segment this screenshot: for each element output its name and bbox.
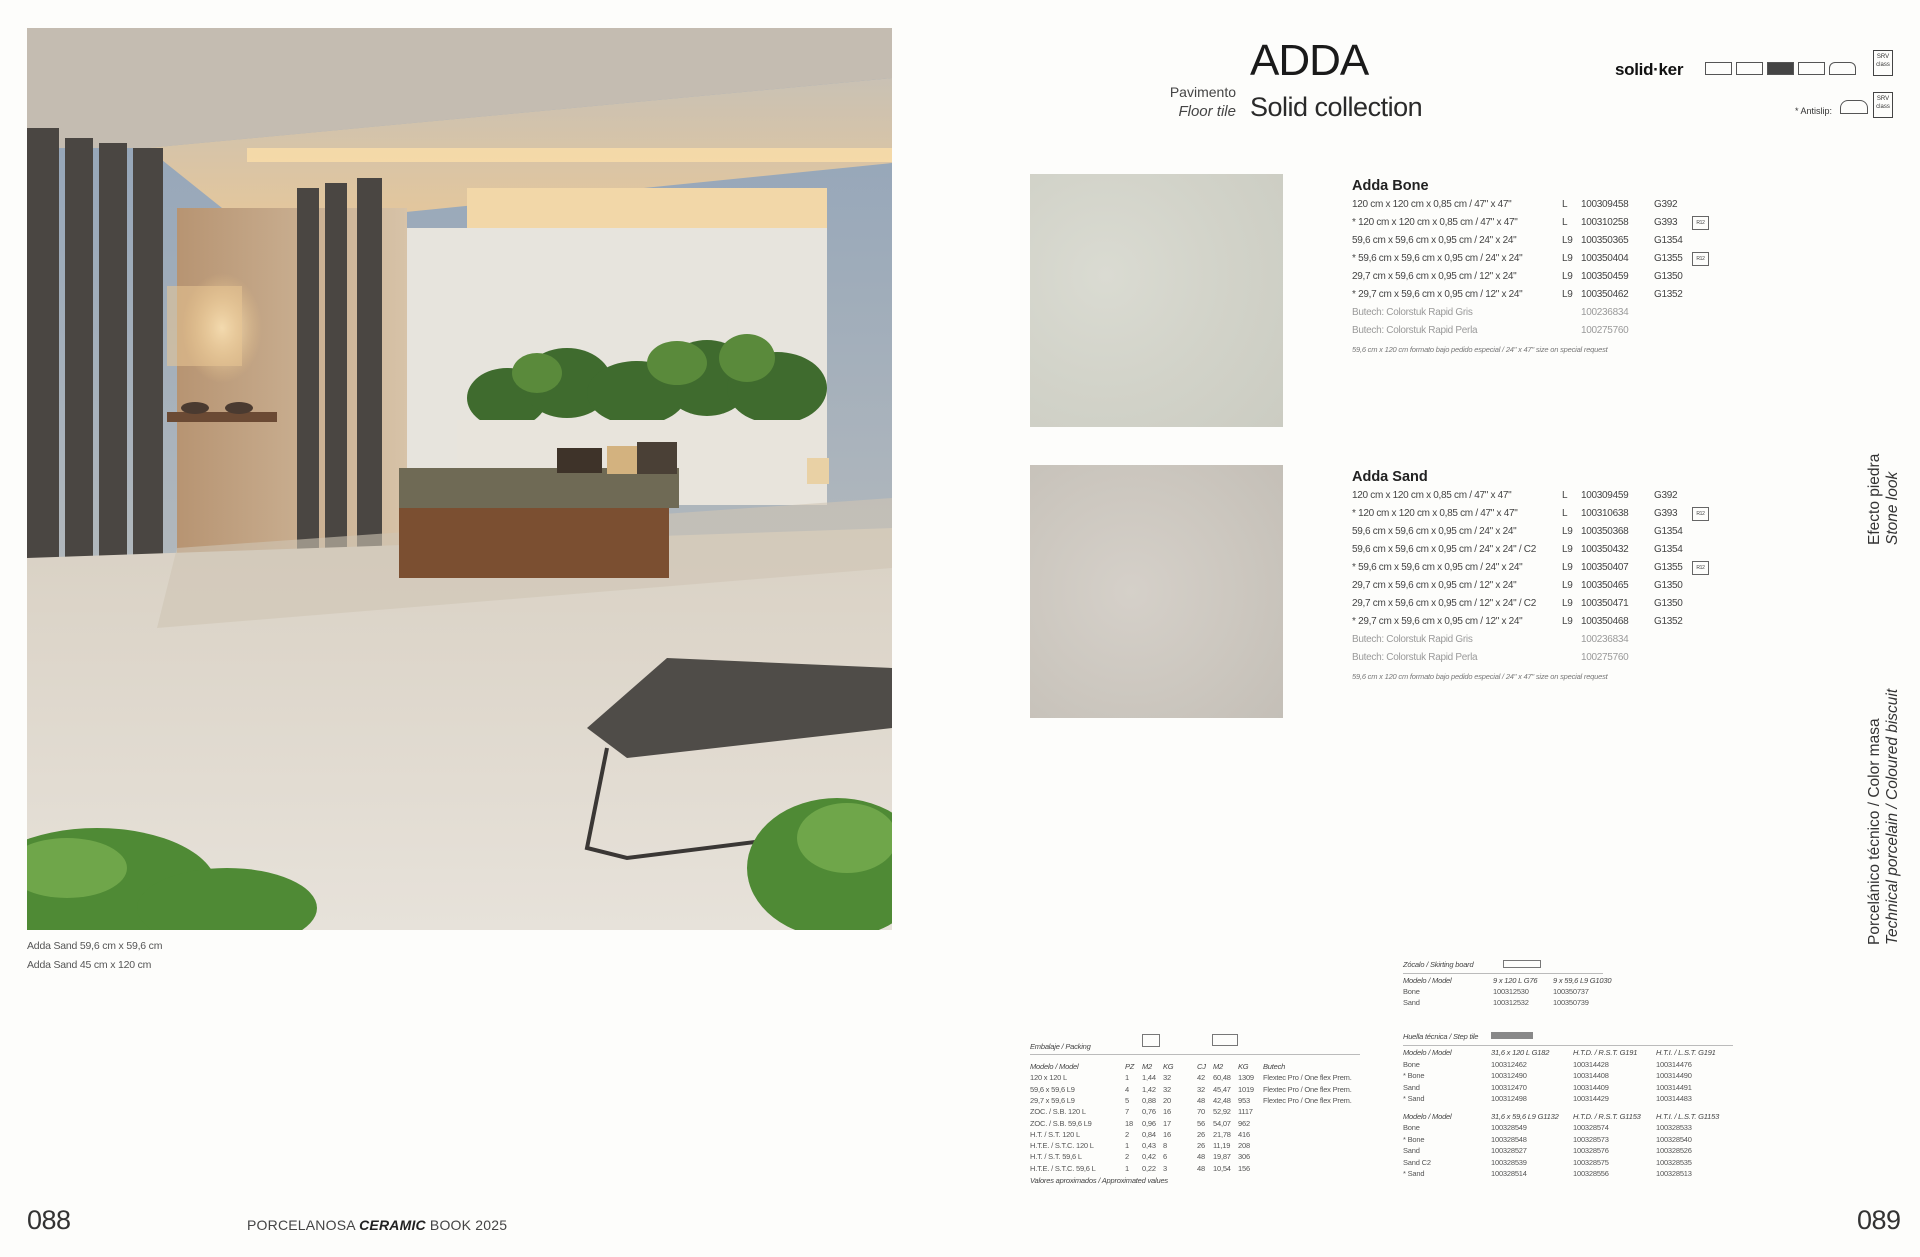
format-icon-1: [1705, 62, 1732, 75]
table-cell: 54,07: [1213, 1118, 1231, 1128]
table-cell: 48: [1197, 1095, 1205, 1105]
header-cell: H.T.I. / L.S.T. G191: [1656, 1048, 1716, 1057]
table-cell: 100328575: [1573, 1157, 1609, 1167]
skirting-rule: [1403, 973, 1603, 974]
footnote-text: Valores aproximados / Approximated values: [1030, 1176, 1168, 1185]
table-cell: 21,78: [1213, 1129, 1231, 1139]
spec-size: * 29,7 cm x 59,6 cm x 0,95 cm / 12" x 24": [1352, 616, 1523, 627]
spec-edge: L9: [1562, 598, 1573, 609]
spec-size: 29,7 cm x 59,6 cm x 0,95 cm / 12" x 24": [1352, 271, 1517, 282]
table-cell: 100350737: [1553, 987, 1589, 996]
table-cell: Bone: [1403, 1123, 1420, 1132]
spec-code: 100350432: [1581, 544, 1629, 555]
table-cell: 5: [1125, 1095, 1129, 1105]
table-cell: 59,6 x 59,6 L9: [1030, 1084, 1075, 1094]
table-cell: 70: [1197, 1107, 1205, 1117]
table-cell: 1,42: [1142, 1084, 1156, 1094]
table-cell: 100328556: [1573, 1169, 1609, 1178]
spec-edge: L9: [1562, 562, 1573, 573]
spec-group: G393: [1654, 508, 1678, 519]
table-cell: 100328539: [1491, 1157, 1527, 1167]
table-cell: 100328576: [1573, 1146, 1609, 1155]
table-cell: * Bone: [1403, 1134, 1425, 1144]
table-cell: 100328527: [1491, 1146, 1527, 1155]
spec-code: 100350407: [1581, 562, 1629, 573]
table-cell: 48: [1197, 1152, 1205, 1162]
spec-group: G392: [1654, 490, 1678, 501]
antislip-label: [1795, 106, 1832, 116]
footer-brand: [247, 1217, 507, 1233]
header-cell: KG: [1163, 1062, 1174, 1071]
table-cell: 0,22: [1142, 1163, 1156, 1173]
spec-size: * 120 cm x 120 cm x 0,85 cm / 47" x 47": [1352, 508, 1518, 519]
slip-badge: R12: [1692, 561, 1709, 575]
shoe-icon: [1829, 62, 1856, 75]
spec-size: * 59,6 cm x 59,6 cm x 0,95 cm / 24" x 24": [1352, 253, 1523, 264]
table-cell: 100312462: [1491, 1059, 1527, 1069]
table-cell: 100312532: [1493, 998, 1529, 1007]
table-cell: 100314490: [1656, 1071, 1692, 1080]
header-cell: 9 x 120 L G76: [1493, 976, 1538, 985]
butech-code: 100275760: [1581, 652, 1629, 663]
table-cell: 100350739: [1553, 998, 1589, 1007]
table-cell: 52,92: [1213, 1107, 1231, 1117]
side-lower-en: Technical porcelain / Coloured biscuit: [1884, 688, 1901, 945]
table-cell: 100328514: [1491, 1169, 1527, 1178]
spec-edge: L9: [1562, 580, 1573, 591]
slip-badge: R12: [1692, 252, 1709, 266]
spec-code: 100310638: [1581, 508, 1629, 519]
table-cell: 100328540: [1656, 1134, 1692, 1144]
table-cell: 0,42: [1142, 1152, 1156, 1162]
special-request-note: 59,6 cm x 120 cm formato bajo pedido especial / 24" x 47" size on special request: [1352, 345, 1608, 354]
packing-table: Embalaje / Packing Modelo / Model PZ M2 KG CJ M2 KG Butech 120 x 120 L 1 1,44 32 42 60,48 1309 Flextec Pro / One flex Prem. 59,6 x 59,6 L9 4 1,42 32 32 45,47 1019 Flextec Pro / One flex Prem. 29,7 x 59,6 L9 5 0,88 20 48 42,48 953 Flextec Pro / One flex Prem. ZOC. / S.B. 120 L 7 0,76 16 70 52,92 1117 ZOC. / S.B. 59,6 L9 18 0,96 17 56 54,07 962 H.T. / S.T. 120 L 2 0,84 16 26 21,78 416 H.T.E. / S.T.C. 120 L 1 0,43 8 26 11,19 208 H.T. / S.T. 59,6 L 2 0,42 6 48 19,87 306 H.T.E. / S.T.C. 59,6 L 1 0,22 3 48 10,54 156 Valores aproximados / Approximated values: [1030, 1040, 1360, 1190]
spec-code: 100350468: [1581, 616, 1629, 627]
table-cell: 100328574: [1573, 1123, 1609, 1132]
spec-group: G1355: [1654, 562, 1683, 573]
header-cell: H.T.I. / L.S.T. G1153: [1656, 1111, 1720, 1121]
table-cell: 100314408: [1573, 1071, 1609, 1080]
spec-group: G1352: [1654, 289, 1683, 300]
table-cell: 953: [1238, 1095, 1250, 1105]
header-cell: Modelo / Model: [1403, 976, 1452, 985]
table-cell: H.T.E. / S.T.C. 120 L: [1030, 1141, 1094, 1151]
table-cell: 0,84: [1142, 1129, 1156, 1139]
spec-code: 100350459: [1581, 271, 1629, 282]
table-cell: Bone: [1403, 987, 1420, 996]
table-cell: 45,47: [1213, 1084, 1231, 1094]
table-cell: 100314476: [1656, 1059, 1692, 1069]
table-cell: H.T. / S.T. 59,6 L: [1030, 1152, 1082, 1162]
spec-edge: L9: [1562, 616, 1573, 627]
table-cell: 32: [1163, 1073, 1171, 1083]
table-cell: Flextec Pro / One flex Prem.: [1263, 1095, 1352, 1105]
table-cell: 100328548: [1491, 1134, 1527, 1144]
spec-edge: L9: [1562, 271, 1573, 282]
side-label-technical: [1866, 689, 1902, 945]
spec-code: 100310258: [1581, 217, 1629, 228]
antislip-shoe-icon: [1840, 100, 1868, 114]
table-cell: 20: [1163, 1095, 1171, 1105]
table-cell: H.T. / S.T. 120 L: [1030, 1129, 1080, 1139]
spec-group: G1354: [1654, 526, 1683, 537]
table-cell: 100312498: [1491, 1094, 1527, 1103]
table-cell: 42: [1197, 1073, 1205, 1083]
swatch-adda-bone: [1030, 174, 1283, 427]
spec-group: G1350: [1654, 598, 1683, 609]
table-cell: 100328526: [1656, 1146, 1692, 1155]
format-icon-4: [1798, 62, 1825, 75]
hero-photo: [27, 28, 892, 930]
table-cell: 26: [1197, 1129, 1205, 1139]
spec-group: G1350: [1654, 580, 1683, 591]
table-cell: 0,96: [1142, 1118, 1156, 1128]
spec-group: G1355: [1654, 253, 1683, 264]
table-cell: 100314491: [1656, 1082, 1692, 1092]
header-cell: 9 x 59,6 L9 G1030: [1553, 976, 1612, 985]
table-cell: 306: [1238, 1152, 1250, 1162]
table-cell: 48: [1197, 1163, 1205, 1173]
table-cell: 6: [1163, 1152, 1167, 1162]
table-cell: 962: [1238, 1118, 1250, 1128]
spec-size: 59,6 cm x 59,6 cm x 0,95 cm / 24" x 24": [1352, 526, 1517, 537]
table-cell: Sand: [1403, 1082, 1420, 1092]
table-cell: 100314429: [1573, 1094, 1609, 1103]
spec-group: G1354: [1654, 235, 1683, 246]
footer-brand-b: CERAMIC: [359, 1217, 426, 1233]
header-cell: H.T.D. / R.S.T. G191: [1573, 1048, 1638, 1057]
table-cell: 100328549: [1491, 1123, 1527, 1132]
table-cell: 100328573: [1573, 1134, 1609, 1144]
skirting-table: Zócalo / Skirting board Modelo / Model 9 x 120 L G76 9 x 59,6 L9 G1030 Bone 100312530 100350737 Sand 100312532 100350739: [1403, 960, 1612, 1007]
table-cell: Sand C2: [1403, 1157, 1431, 1167]
table-cell: 156: [1238, 1163, 1250, 1173]
step-table: Huella técnica / Step tile Modelo / Model 31,6 x 120 L G182 H.T.D. / R.S.T. G191 H.T.I. / L.S.T. G191 Bone 100312462 100314428 100314476 * Bone 100312490 100314408 100314490 Sand 100312470 100314409 100314491 * Sand 100312498 100314429 100314483 Modelo / Model 31,6 x 59,6 L9 G1132 H.T.D. / R.S.T. G1153 H.T.I. / L.S.T. G1153 Bone 100328549 100328574 100328533 * Bone 100328548 100328573 100328540 Sand 100328527 100328576 100328526 Sand C2 100328539 100328575 100328535 * Sand 100328514 100328556 100328513: [1403, 1030, 1733, 1190]
step-rule: [1403, 1045, 1733, 1046]
table-cell: 1309: [1238, 1073, 1254, 1083]
table-cell: Bone: [1403, 1059, 1420, 1069]
table-cell: * Sand: [1403, 1094, 1425, 1103]
table-cell: ZOC. / S.B. 120 L: [1030, 1107, 1086, 1117]
spec-edge: L: [1562, 217, 1568, 228]
table-cell: 100312490: [1491, 1071, 1527, 1080]
table-cell: 11,19: [1213, 1141, 1231, 1151]
side-upper-en: Stone look: [1884, 471, 1901, 545]
table-cell: 1,44: [1142, 1073, 1156, 1083]
box-icon: [1142, 1034, 1160, 1047]
butech-code: 100275760: [1581, 325, 1629, 336]
category-en: Floor tile: [1178, 103, 1236, 120]
antislip-class-icon: SRV class: [1873, 92, 1893, 118]
solidker-logo: solid·ker: [1615, 60, 1684, 79]
table-cell: 100328513: [1656, 1169, 1692, 1178]
header-cell: H.T.D. / R.S.T. G1153: [1573, 1111, 1641, 1121]
spec-edge: L: [1562, 490, 1568, 501]
table-cell: 100314409: [1573, 1082, 1609, 1092]
table-cell: 1: [1125, 1141, 1129, 1151]
spec-edge: L: [1562, 508, 1568, 519]
table-cell: 0,43: [1142, 1141, 1156, 1151]
footer-brand-a: PORCELANOSA: [247, 1217, 360, 1233]
spec-edge: L9: [1562, 253, 1573, 264]
table-cell: 19,87: [1213, 1152, 1231, 1162]
spec-group: G1354: [1654, 544, 1683, 555]
spec-group: G392: [1654, 199, 1678, 210]
table-cell: ZOC. / S.B. 59,6 L9: [1030, 1118, 1092, 1128]
table-cell: 17: [1163, 1118, 1171, 1128]
page-number-left: 088: [27, 1205, 71, 1235]
table-cell: Sand: [1403, 1146, 1420, 1155]
table-cell: H.T.E. / S.T.C. 59,6 L: [1030, 1163, 1096, 1173]
spec-code: 100350368: [1581, 526, 1629, 537]
spec-code: 100350462: [1581, 289, 1629, 300]
header-cell: CJ: [1197, 1062, 1206, 1071]
table-cell: 60,48: [1213, 1073, 1231, 1083]
table-cell: Flextec Pro / One flex Prem.: [1263, 1073, 1352, 1083]
table-cell: 1019: [1238, 1084, 1254, 1094]
spec-edge: L9: [1562, 544, 1573, 555]
table-cell: 3: [1163, 1163, 1167, 1173]
table-cell: 0,88: [1142, 1095, 1156, 1105]
table-cell: 100328533: [1656, 1123, 1692, 1132]
class-badge-icon: SRV class: [1873, 50, 1893, 76]
table-cell: Sand: [1403, 998, 1420, 1007]
side-upper-es: Efecto piedra: [1866, 453, 1883, 545]
table-cell: * Sand: [1403, 1169, 1425, 1178]
table-cell: 1117: [1238, 1107, 1253, 1117]
collection-title: ADDA: [1250, 36, 1369, 85]
header-cell: M2: [1142, 1062, 1153, 1071]
table-cell: 56: [1197, 1118, 1205, 1128]
table-cell: 100314428: [1573, 1059, 1609, 1069]
header-cell: PZ: [1125, 1062, 1135, 1071]
collection-subtitle: Solid collection: [1250, 92, 1423, 122]
table-cell: 100314483: [1656, 1094, 1692, 1103]
spec-code: 100350465: [1581, 580, 1629, 591]
antislip-text: * Antislip:: [1795, 106, 1833, 116]
table-cell: * Bone: [1403, 1071, 1425, 1080]
table-cell: 100328535: [1656, 1157, 1692, 1167]
slip-badge: R12: [1692, 507, 1709, 521]
pallet-icon: [1212, 1034, 1238, 1046]
spec-edge: L: [1562, 199, 1568, 210]
page-number-right: 089: [1857, 1205, 1901, 1235]
special-request-note: 59,6 cm x 120 cm formato bajo pedido especial / 24" x 47" size on special request: [1352, 672, 1608, 681]
category-label: [1170, 83, 1236, 121]
spec-edge: L9: [1562, 235, 1573, 246]
spec-size: 59,6 cm x 59,6 cm x 0,95 cm / 24" x 24" / C2: [1352, 544, 1536, 555]
table-cell: 1: [1125, 1073, 1129, 1083]
spec-code: 100350471: [1581, 598, 1629, 609]
format-icon-2: [1736, 62, 1763, 75]
table-cell: 16: [1163, 1129, 1171, 1139]
product-title-sand: Adda Sand: [1352, 469, 1428, 485]
table-cell: 18: [1125, 1118, 1133, 1128]
table-cell: 208: [1238, 1141, 1250, 1151]
spec-size: 29,7 cm x 59,6 cm x 0,95 cm / 12" x 24" / C2: [1352, 598, 1536, 609]
butech-code: 100236834: [1581, 634, 1629, 645]
skirting-icon: [1503, 960, 1541, 968]
spec-group: G1350: [1654, 271, 1683, 282]
spec-size: 59,6 cm x 59,6 cm x 0,95 cm / 24" x 24": [1352, 235, 1517, 246]
table-cell: 42,48: [1213, 1095, 1231, 1105]
header-cell: Modelo / Model: [1403, 1111, 1452, 1121]
table-cell: 100312530: [1493, 987, 1529, 996]
spec-group: G393: [1654, 217, 1678, 228]
table-cell: 10,54: [1213, 1163, 1231, 1173]
header-cell: M2: [1213, 1062, 1224, 1071]
bedroom-scene-illustration: [27, 28, 892, 930]
table-cell: 32: [1163, 1084, 1171, 1094]
spec-size: 29,7 cm x 59,6 cm x 0,95 cm / 12" x 24": [1352, 580, 1517, 591]
side-label-stone-look: [1866, 454, 1902, 545]
photo-caption-1: Adda Sand 59,6 cm x 59,6 cm: [27, 940, 163, 952]
format-icons: [1705, 62, 1856, 75]
spec-size: * 59,6 cm x 59,6 cm x 0,95 cm / 24" x 24": [1352, 562, 1523, 573]
table-cell: 7: [1125, 1107, 1129, 1117]
spec-code: 100350404: [1581, 253, 1629, 264]
spec-size: * 120 cm x 120 cm x 0,85 cm / 47" x 47": [1352, 217, 1518, 228]
table-cell: 0,76: [1142, 1107, 1156, 1117]
table-cell: 32: [1197, 1084, 1205, 1094]
spec-edge: L9: [1562, 289, 1573, 300]
table-cell: 8: [1163, 1141, 1167, 1151]
table-cell: 16: [1163, 1107, 1171, 1117]
butech-label: Butech: Colorstuk Rapid Perla: [1352, 325, 1478, 336]
spec-code: 100350365: [1581, 235, 1629, 246]
spec-group: G1352: [1654, 616, 1683, 627]
table-cell: 29,7 x 59,6 L9: [1030, 1095, 1075, 1105]
header-cell: Modelo / Model: [1030, 1062, 1079, 1071]
spec-code: 100309459: [1581, 490, 1629, 501]
butech-label: Butech: Colorstuk Rapid Gris: [1352, 307, 1473, 318]
table-cell: 2: [1125, 1129, 1129, 1139]
header-cell: Butech: [1263, 1062, 1286, 1071]
photo-caption-2: Adda Sand 45 cm x 120 cm: [27, 959, 152, 971]
footer-brand-c: BOOK 2025: [425, 1217, 508, 1233]
table-cell: 120 x 120 L: [1030, 1073, 1067, 1083]
spec-size: 120 cm x 120 cm x 0,85 cm / 47" x 47": [1352, 199, 1512, 210]
spec-size: 120 cm x 120 cm x 0,85 cm / 47" x 47": [1352, 490, 1512, 501]
header-cell: Modelo / Model: [1403, 1048, 1452, 1057]
packing-rule: [1030, 1054, 1360, 1055]
butech-label: Butech: Colorstuk Rapid Gris: [1352, 634, 1473, 645]
table-cell: Flextec Pro / One flex Prem.: [1263, 1084, 1352, 1094]
table-cell: 2: [1125, 1152, 1129, 1162]
table-cell: 26: [1197, 1141, 1205, 1151]
side-lower-es: Porcelánico técnico / Color masa: [1866, 718, 1883, 945]
table-cell: 4: [1125, 1084, 1129, 1094]
header-cell: KG: [1238, 1062, 1249, 1071]
butech-code: 100236834: [1581, 307, 1629, 318]
table-cell: 100312470: [1491, 1082, 1527, 1092]
table-cell: 416: [1238, 1129, 1250, 1139]
product-title-bone: Adda Bone: [1352, 178, 1429, 194]
slip-badge: R12: [1692, 216, 1709, 230]
category-es: Pavimento: [1169, 84, 1236, 100]
table-cell: 1: [1125, 1163, 1129, 1173]
spec-code: 100309458: [1581, 199, 1629, 210]
butech-label: Butech: Colorstuk Rapid Perla: [1352, 652, 1478, 663]
header-cell: 31,6 x 120 L G182: [1491, 1048, 1550, 1057]
format-icon-3: [1767, 62, 1794, 75]
swatch-adda-sand: [1030, 465, 1283, 718]
spec-size: * 29,7 cm x 59,6 cm x 0,95 cm / 12" x 24": [1352, 289, 1523, 300]
spec-edge: L9: [1562, 526, 1573, 537]
step-tile-icon: [1491, 1032, 1533, 1039]
header-cell: 31,6 x 59,6 L9 G1132: [1491, 1111, 1559, 1121]
